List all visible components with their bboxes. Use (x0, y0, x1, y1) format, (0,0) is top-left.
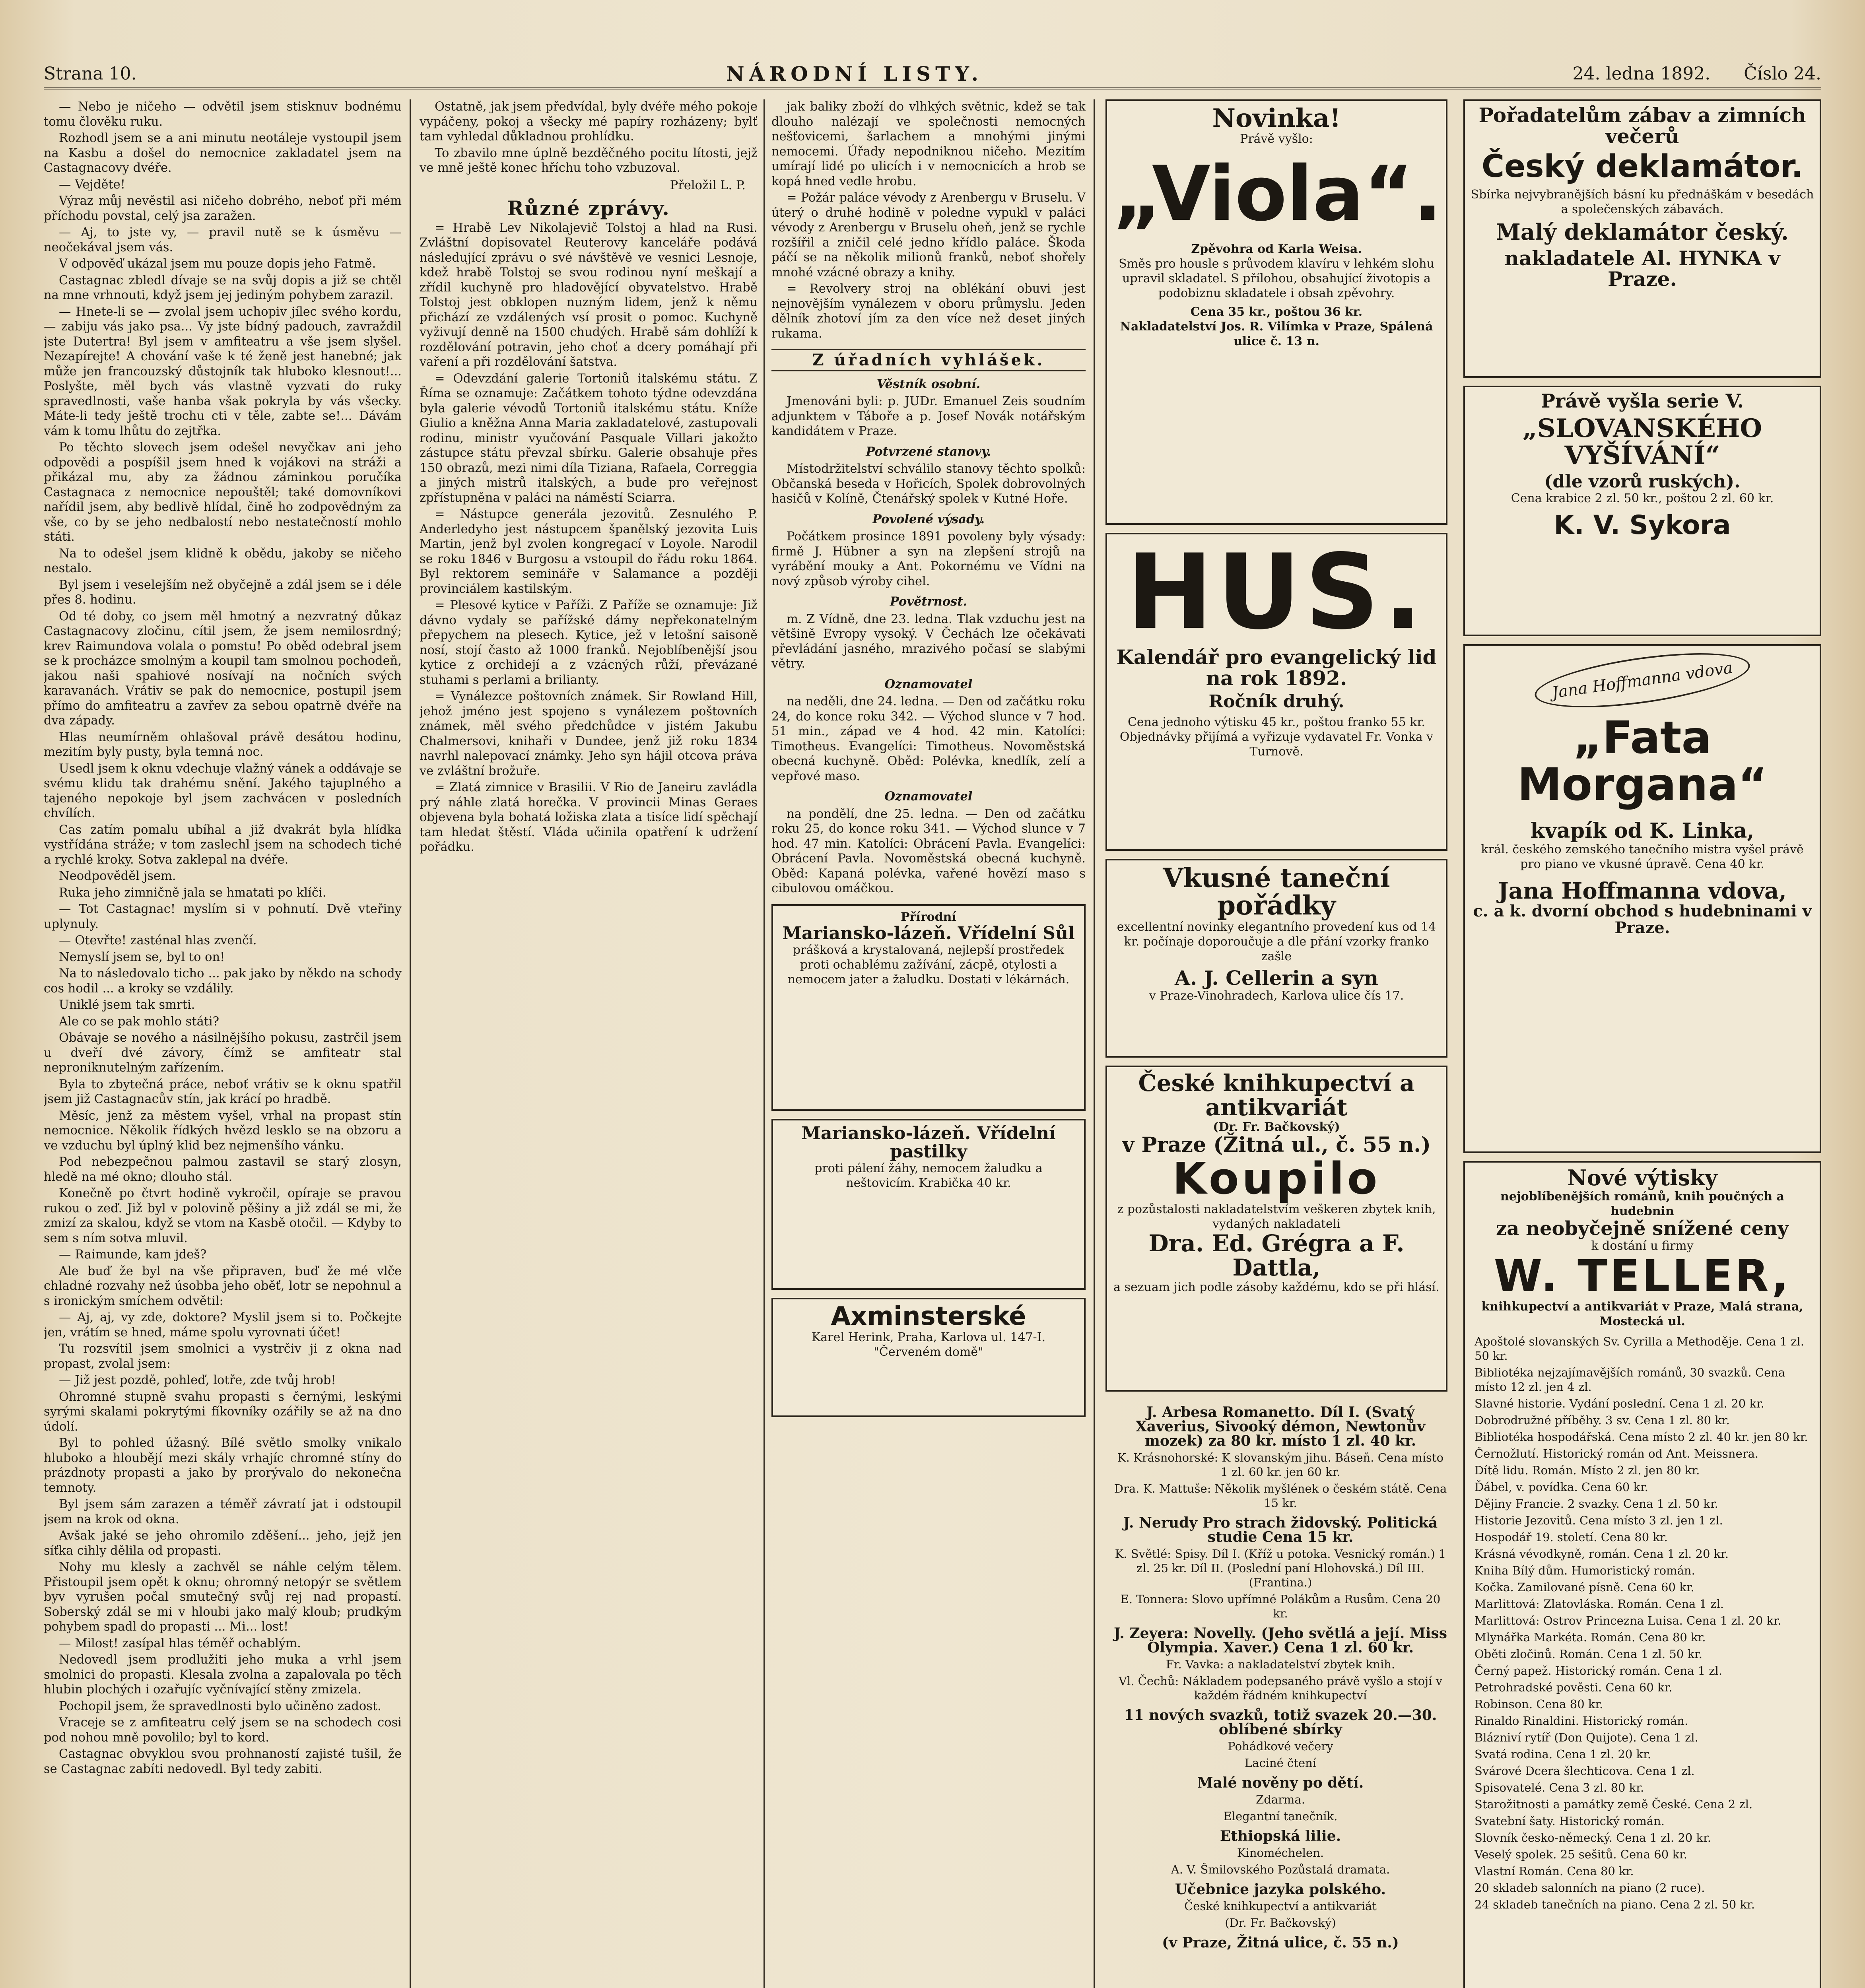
book-list-item: Marlittová: Zlatovláska. Román. Cena 1 zl. (1475, 1597, 1724, 1611)
issue-date: 24. ledna 1892. (1572, 63, 1711, 84)
story-paragraph: Usedl jsem k oknu vdechuje vlažný vánek a oddávaje se svému klidu tak drahému snění. Jakého tajuplného a tajeného nepokoje byl jsem zachvácen v posledních chvílích. (44, 761, 402, 820)
story-paragraph: Pod nebezpečnou palmou zastavil se starý zlosyn, hledě na mé okno; dlouho stál. (44, 1155, 402, 1184)
book-list-item: Svatá rodina. Cena 1 zl. 20 kr. (1475, 1747, 1651, 1761)
ad-text: prášková a krystalovaná, nejlepší prostředek proti ochablému zažívání, zácpě, otylosti a nemocem jater a žaludku. Dostati v lékárnách. (787, 943, 1070, 986)
story-paragraph: Obávaje se nového a násilnějšího pokusu, zastrčil jsem u dveří dvé závory, čímž se amfiteatr stal neproniknutelným zařízením. (44, 1031, 402, 1075)
ad-volume: Ročník druhý. (1208, 691, 1344, 712)
story-paragraph: — Raimunde, kam jdeš? (59, 1248, 207, 1262)
story-paragraph: Ostatně, jak jsem předvídal, byly dvéře mého pokoje vypáčeny, pokoj a všecky mé papíry rozházeny; bylť tam vyhledal důkladnou prohlídku. (420, 100, 758, 144)
book-list-item: Malé nověny po dětí. (1197, 1774, 1364, 1791)
story-paragraph: — Nebo je ničeho — odvětil jsem stisknuv bodnému tomu člověku ruku. (44, 100, 402, 129)
ad-title: Pořadatelům zábav a zimních večerů (1478, 103, 1806, 148)
notice-heading: Povolené výsady. (872, 512, 985, 526)
stamp-logo (1471, 658, 1814, 703)
book-list-item: Zdarma. (1256, 1793, 1305, 1806)
story-paragraph: — Hnete-li se — zvolal jsem uchopiv jílec svého kordu, — zabiju vás jako psa... Vy jste bídný padouch, zavraždil jste Dutertra! Byl jsem v amfiteatru a vše jsem slyšel. Nezapírejte! A chování vaše k té ženě jest hanebné; jak může jen francouzský důstojník tak hluboko klesnout!... Poslyšte, měl bych vás vlastně vyzvati do ruky spravedlnosti, vaše hanba však pokryla by vás všecky. Máte-li tedy ještě trochu cti v těle, zabte se!... Dávám vám k tomu lhůtu do zejtřka. (44, 305, 402, 438)
ad-publisher: nakladatele Al. HYNKA v Praze. (1504, 246, 1780, 291)
book-list-item: Vlastní Román. Cena 80 kr. (1475, 1864, 1634, 1878)
ad-title: Mariansko-lázeň. Vřídelní pastilky (801, 1123, 1056, 1162)
story-paragraph: Uniklé jsem tak smrti. (59, 998, 195, 1012)
book-list-item: Starožitnosti a památky země České. Cena 2 zl. (1475, 1797, 1753, 1811)
book-list-item: Laciné čtení (1244, 1756, 1317, 1770)
book-list-item: Učebnice jazyka polského. (1175, 1881, 1386, 1898)
book-list-item: Mlynářka Markéta. Román. Cena 80 kr. (1475, 1630, 1706, 1644)
story-paragraph: Nohy mu klesly a zachvěl se náhle celým tělem. Přistoupil jsem opět k oknu; ohromný netopýr se světlem byv vyrušen počal smutečný svůj rej nad propastí. Soberský zdál se mi v hloubi jako malý kloub; prudkým pohybem spadl do propasti ... Mi... lost! (44, 1560, 402, 1634)
ad-text: z pozůstalosti nakladatelstvím veškeren zbytek knih, vydaných nakladateli (1117, 1202, 1436, 1231)
stamp-text: Jana Hoffmanna vdova (1532, 644, 1753, 718)
ad-viola (1105, 99, 1447, 525)
ad-text: nejoblíbenějších románů, knih poučných a hudebnin (1500, 1189, 1785, 1218)
ad-marienbad-pastilles (771, 1119, 1086, 1290)
book-list-item: Kinoméchelen. (1237, 1846, 1324, 1860)
book-list-item: Fr. Vavka: a nakladatelství zbytek knih. (1166, 1658, 1395, 1671)
ad-year: na rok 1892. (1206, 666, 1347, 690)
ad-names: Dra. Ed. Grégra a F. Dattla, (1148, 1229, 1405, 1281)
book-list-item: Kočka. Zamilované písně. Cena 60 kr. (1475, 1580, 1694, 1594)
notice-heading: Potvrzené stanovy. (866, 444, 991, 459)
book-list-item: Vl. Čechů: Nákladem podepsaného právě vyšlo a stojí v každém řádném knihkupectví (1119, 1674, 1442, 1702)
news-item: = Revolvery stroj na oblékání obuvi jest nejnovějším vynálezem v oboru průmyslu. Jeden dělník zhotoví jím za den více než deset jiných rukama. (771, 282, 1086, 341)
story-paragraph: Byla to zbytečná práce, neboť vrátiv se k oknu spatřil jsem již Castagnacův stín, jak krácí po hradbě. (44, 1077, 402, 1106)
ad-note: a sezuam jich podle zásoby každému, kdo se při hlásí. (1113, 1280, 1440, 1294)
ad-label: Přírodní (901, 910, 956, 924)
story-paragraph: Ale buď že byl na vše připraven, buď že mé vlče chladné rozvahy než úsobba jeho oběť, lotr se nepohnul a s ironickým smíchem odvětil: (44, 1264, 402, 1308)
book-list-item: Slavné historie. Vydání poslední. Cena 1 zl. 20 kr. (1475, 1396, 1764, 1410)
ad-address: v Praze (Žitná ul., č. 55 n.) (1122, 1132, 1431, 1157)
news-item: = Plesové kytice v Paříži. Z Paříže se oznamuje: Již dávno vydaly se pařížské dámy nepřekonatelným přepychem na plesech. Kytice, jež v letošní saisoně nosí, stojí často až 1000 franků. Nejoblíbenější jsou kytice z orchidejí a z vzácných růží, převázané stuhami s perlami a brilianty. (420, 598, 758, 687)
story-paragraph: Od té doby, co jsem měl hmotný a nezvratný důkaz Castagnacovy zločinu, cítil jsem, že jsem nemilosrdný; krev Raimundova volala o pomstu! Po oběd odebral jsem se k procházce smolným a koupil tam smolnou pochodeň, jakou naši spahiové nosívají na nočních svých karavanách. Vrátiv se pak do nemocnice, postupil jsem přímo do amfiteatru a zavřev za sebou opatrně dvéře na dva západy. (44, 609, 402, 728)
ad-title: „SLOVANSKÉHO VYŠÍVÁNÍ“ (1522, 414, 1762, 470)
ad-headline: Koupilo (1172, 1153, 1381, 1204)
book-list-item: A. V. Šmilovského Pozůstalá dramata. (1171, 1863, 1390, 1876)
book-list-item: K. Krásnohorské: K slovanským jihu. Báseň. Cena místo 1 zl. 60 kr. jen 60 kr. (1117, 1451, 1444, 1479)
story-paragraph: Ohromné stupně svahu propasti s černými, leskými syrými skalami pokrytými fíkovníky ozářily se až na dno údolí. (44, 1390, 402, 1434)
ad-text: Směs pro housle s průvodem klavíru v lehkém slohu upravil skladatel. S přílohou, obsahující životopis a podobiznu skladatele i obsah zpěvohry. (1119, 256, 1434, 300)
ad-text: Sbírka nejvybranějších básní ku přednáškám v besedách a společenských zábavách. (1471, 187, 1814, 216)
ad-title: „Viola“. (1113, 150, 1442, 238)
ad-title: „Fata Morgana“ (1517, 712, 1768, 811)
story-paragraph: — Již jest pozdě, pohleď, lotře, zde tvůj hrob! (59, 1373, 336, 1387)
book-list-item: (Dr. Fr. Bačkovský) (1225, 1916, 1336, 1930)
book-list-item: České knihkupectví a antikvariát (1184, 1899, 1377, 1913)
ad-subtitle-2: Malý deklamátor český. (1496, 219, 1789, 245)
ad-subkicker: Právě vyšlo: (1240, 132, 1313, 146)
story-paragraph: Pochopil jsem, že spravedlnosti bylo učiněno zadost. (59, 1699, 381, 1713)
story-paragraph: Neodpověděl jsem. (59, 869, 176, 883)
ad-kicker: Novinka! (1212, 103, 1341, 133)
news-item: = Požár paláce vévody z Arenbergu v Bruselu. V úterý o druhé hodině v poledne vypukl v paláci vévody z Arenbergu v Bruselu oheň, jenž se rychle rozšířil a zničil celé jedno křídlo paláce. Škoda páčí se na několik milionů franků, neboť shořely mnohé vzácné obrazy a knihy. (771, 191, 1086, 280)
ad-title: České knihkupectví a antikvariát (1138, 1070, 1415, 1121)
news-heading: Různé zprávy. (507, 196, 670, 220)
story-paragraph: Nedovedl jsem prodlužiti jeho muka a vrhl jsem smolnici do propasti. Klesala zvolna a zapalovala po těch hlubin plochých i ozařujíc vyčnívající stěny zmizela. (44, 1653, 402, 1697)
story-paragraph: Byl to pohled úžasný. Bílé světlo smolky vnikalo hluboko a hloubějí mezi skály vrhajíc chromné stíny do prázdnoty propasti a jako by prorývalo do nekonečna temnoty. (44, 1436, 402, 1495)
story-paragraph: Na to následovalo ticho ... pak jako by někdo na schody cos hodil ... a kroky se vzdálily. (44, 967, 402, 996)
story-paragraph: Konečně po čtvrt hodině vykročil, opíraje se pravou rukou o zeď. Již byl v polovině pěšiny a již zdál se mi, že zmizí za skalou, když se vtom na Kasbě otočil. — Kdyby to sem s ním sotva mluvil. (44, 1186, 402, 1245)
notice-heading: Věstník osobní. (876, 377, 981, 391)
ad-teller-books (1463, 1161, 1821, 1988)
book-list-item: Oběti zločinů. Román. Cena 1 zl. 50 kr. (1475, 1647, 1702, 1661)
ad-publisher: Nakladatelství Jos. R. Vilímka v Praze, Spálená ulice č. 13 n. (1120, 319, 1433, 348)
book-list-item: 20 skladeb salonních na piano (2 ruce). (1475, 1881, 1705, 1895)
story-column-3 (771, 99, 1086, 1988)
ad-price: za neobyčejně snížené ceny (1496, 1217, 1789, 1240)
ad-kicker: Právě vyšla serie V. (1541, 390, 1744, 412)
news-item: = Odevzdání galerie Tortoniů italskému státu. Z Říma se oznamuje: Začátkem tohoto týdne odevzdána byla galerie vévodů Tortoniů italskému státu. Kníže Giulio a kněžna Anna Maria zakladatelové, zastupovali rodinu, ministr vyučování Pasquale Villari jakožto zástupce státu převzal sbírku. Galerie obsahuje přes 150 obrazů, mezi nimi díla Tiziana, Rafaela, Correggia a jiných mistrů italských, a bude pro veřejnost zpřístupněna v paláci na náměstí Sciarra. (420, 371, 758, 505)
ad-title: Vkusné taneční pořádky (1163, 862, 1390, 921)
notice-text: m. Z Vídně, dne 23. ledna. Tlak vzduchu jest na většině Evropy vysoký. V Čechách lze očekávati převládání jasného, mrazivého počasí se slabými větry. (771, 612, 1086, 671)
story-paragraph: Měsíc, jenž za městem vyšel, vrhal na propast stín nemocnice. Několik řídkých hvězd lesklo se na obzoru a ve vzduchu byl úplný klid bez nejmenšího vánku. (44, 1109, 402, 1153)
book-list-item: Ďábel, v. povídka. Cena 60 kr. (1475, 1480, 1649, 1494)
book-list-item: Blázniví rytíř (Don Quijote). Cena 1 zl. (1475, 1730, 1698, 1744)
book-list-item: Černožlutí. Historický román od Ant. Meissnera. (1475, 1446, 1759, 1460)
book-list-item: Apoštolé slovanských Sv. Cyrilla a Methoděje. Cena 1 zl. 50 kr. (1475, 1334, 1805, 1363)
story-paragraph: Avšak jaké se jeho ohromilo zděšení... jeho, jejž jen síťka cihly dělila od propasti. (44, 1529, 402, 1558)
notice-heading: Povětrnost. (890, 594, 967, 609)
story-paragraph: Castagnac zbledl dívaje se na svůj dopis a již se chtěl na mne vrhnouti, když jsem jej jediným pohybem zarazil. (44, 273, 402, 302)
story-paragraph: Castagnac obvyklou svou prohnaností zajisté tušil, že se Castagnac zabíti nedovedl. Byl tedy zabiti. (44, 1747, 402, 1776)
ad-text: excellentní novinky elegantního provedení kus od 14 kr. počínaje doporoučuje a dle přání vzorky franko zašle (1117, 920, 1436, 963)
page-header (44, 60, 1821, 89)
news-item: = Zlatá zimnice v Brasilii. V Rio de Janeiru zavládla prý náhle zlatá horečka. V provincii Minas Geraes objevena byla bohatá ložiska zlata a tisíce lidí spěchají tam hledat štěstí. Vláda učinila opatření k udržení pořádku. (420, 780, 758, 854)
notice-text: na neděli, dne 24. ledna. — Den od začátku roku 24, do konce roku 342. — Východ slunce v 7 hod. 51 min., západ ve 4 hod. 42 min. Katolíci: Timotheus. Evangelíci: Timotheus. Novoměstská obecná kuchyně. Oběd: Polévka, knedlík, zelí a vepřové maso. (771, 695, 1086, 783)
column-rule (410, 99, 411, 1988)
ad-contact: Objednávky přijímá a vyřizuje vydavatel Fr. Vonka v Turnově. (1119, 730, 1434, 759)
book-list-item: Veselý spolek. 25 sešitů. Cena 60 kr. (1475, 1847, 1687, 1861)
book-list-item: Hospodář 19. století. Cena 80 kr. (1475, 1530, 1668, 1544)
book-list-center (1109, 1400, 1451, 1988)
story-paragraph: Hlas neumírněm ohlašoval právě desátou hodinu, mezitím byly pusty, byla temná noc. (44, 730, 402, 759)
news-item: = Vynálezce poštovních známek. Sir Rowland Hill, jehož jméno jest spojeno s vynálezem poštovních známek, měl svého předchůdce v jistém Jakubu Chalmersovi, knihaři v Dundee, jenž již roku 1834 navrhl nalepovací známky. Jeho syn hájil otcova práva ve zvláštní brožuře. (420, 689, 758, 778)
news-item: = Hrabě Lev Nikolajevič Tolstoj a hlad na Rusi. Zvláštní dopisovatel Reuterovy kanceláře podává následující zprávu o své návštěvě ve vesnici Lesnoje, kdež hrabě Tolstoj se svou rodinou nyní meškají a zřídil kuchyně pro hladovějící obyvatelstvo. Hrabě Tolstoj jest obklopen nuzným lidem, jenž k němu přichází ze vzdálených vsí prosit o pomoc. Kuchyně vyživují denně na 1500 chudých. Hrabě sám dohlíží k rozdělování potravin, jeho choť a dcery pomáhají při vaření a při rozdělování šatstva. (420, 221, 758, 369)
ad-axminster (771, 1298, 1086, 1417)
issue-info (1572, 64, 1821, 84)
story-paragraph: — Otevřte! zasténal hlas zvenčí. (59, 934, 257, 947)
ad-hus-calendar (1105, 533, 1447, 851)
ad-name: Jana Hoffmanna vdova, (1498, 878, 1787, 904)
notice-heading: Oznamovatel (884, 677, 973, 691)
story-paragraph: Vraceje se z amfiteatru celý jsem se na schodech cosi pod nohou mně povolilo; byl to kord. (44, 1716, 402, 1745)
ad-subtitle: kvapík od K. Linka, (1530, 819, 1754, 843)
story-paragraph: To zbavilo mne úplně bezděčného pocitu lítosti, jejž ve mně ještě konec hříchu toho vzbuzoval. (420, 146, 758, 175)
book-list-item: Petrohradské pověsti. Cena 60 kr. (1475, 1680, 1673, 1694)
book-list-item: Svárové Dcera šlechticova. Cena 1 zl. (1475, 1764, 1695, 1778)
ad-subtitle: Kalendář pro evangelický lid (1116, 645, 1437, 669)
notice-text: na pondělí, dne 25. ledna. — Den od začátku roku 25, do konce roku 341. — Východ slunce v 7 hod. 47 min. Katolíci: Obrácení Pavla. Evangelíci: Obrácení Pavla. Novoměstská obecná kuchyně. Oběd: Kapaná polévka, vařené hovězí maso s cibulovou omáčkou. (771, 807, 1086, 895)
ad-price: Cena krabice 2 zl. 50 kr., poštou 2 zl. 60 kr. (1511, 491, 1774, 505)
book-list-item: Svatební šaty. Historický román. (1475, 1814, 1665, 1828)
news-item: jak baliky zboží do vlhkých světnic, kdež se tak dlouho nalézají ve společnosti nemocných nešťovicemi, šarlachem a mnohými jinými nemocemi. Úřady nepodniknou ničeho. Mezitím umírají lidé po ulicích i v nemocnicích a hrob se kopá hned vedle hrobu. (771, 100, 1086, 188)
notice-text: Místodržitelství schválilo stanovy těchto spolků: Občanská beseda v Hořicích, Spolek dobrovolných hasičů v Kolíně, Čtenářský spolek v Kutné Hoře. (771, 462, 1086, 506)
story-column-1 (44, 99, 402, 1988)
ad-price: Cena jednoho výtisku 45 kr., poštou franko 55 kr. (1127, 715, 1426, 730)
ad-subtitle: (dle vzorů ruských). (1544, 471, 1741, 492)
notice-heading: Oznamovatel (884, 789, 973, 804)
book-list-item: Ethiopská lilie. (1220, 1828, 1341, 1844)
book-list-item: Rinaldo Rinaldini. Historický román. (1475, 1714, 1688, 1728)
story-paragraph: Rozhodl jsem se a ani minutu neotáleje vystoupil jsem na Kasbu a došel do nemocnice zakladatel jsem na Castagnacovy dvéře. (44, 131, 402, 175)
official-notices-heading: Z úřadních vyhlášek. (771, 349, 1086, 371)
story-paragraph: Ruka jeho zimničně jala se hmatati po klíči. (59, 885, 326, 900)
story-paragraph: — Aj, to jste vy, — pravil nutě se k úsměvu — neočekával jsem vás. (44, 225, 402, 254)
book-list-item: K. Světlé: Spisy. Díl I. (Kříž u potoka. Vesnický román.) 1 zl. 25 kr. Díl II. (Poslední paní Hlohovská.) Díl III. (Frantina.) (1115, 1547, 1446, 1589)
book-list (1471, 1334, 1814, 1912)
ad-owner: (Dr. Fr. Bačkovský) (1213, 1120, 1340, 1134)
column-rule (763, 99, 765, 1988)
masthead: NÁRODNÍ LISTY. (726, 62, 983, 85)
book-list-item: 24 skladeb tanečních na piano. Cena 2 zl. 50 kr. (1475, 1897, 1755, 1911)
book-list-item: Marlittová: Ostrov Princezna Luisa. Cena 1 zl. 20 kr. (1475, 1613, 1781, 1627)
book-list-item: Slovník česko-německý. Cena 1 zl. 20 kr. (1475, 1831, 1711, 1844)
book-list-item: Krásná vévodkyně, román. Cena 1 zl. 20 kr. (1475, 1547, 1729, 1561)
book-list-item: E. Tonnera: Slovo upřímné Polákům a Rusům. Cena 20 kr. (1120, 1592, 1441, 1620)
story-column-2 (420, 99, 758, 1988)
column-rule (1094, 99, 1095, 1988)
ad-address: v Praze-Vinohradech, Karlova ulice čís 17. (1149, 989, 1404, 1003)
book-list-item: Historie Jezovitů. Cena místo 3 zl. jen 1 zl. (1475, 1513, 1723, 1527)
book-list-item: Černý papež. Historický román. Cena 1 zl. (1475, 1664, 1723, 1677)
book-list-item: Dra. K. Mattuše: Několik myšlének o českém státě. Cena 15 kr. (1114, 1482, 1447, 1510)
story-paragraph: — Milost! zasípal hlas téměř ochablým. (59, 1636, 301, 1650)
ad-text: proti pálení žáhy, nemocem žaludku a neštovicím. Krabička 40 kr. (814, 1161, 1043, 1190)
ad-dance-programs (1105, 859, 1447, 1058)
ad-marienbad-salt (771, 904, 1086, 1111)
book-list-item: Spisovatelé. Cena 3 zl. 80 kr. (1475, 1780, 1644, 1794)
story-paragraph: — Tot Castagnac! myslím si v pohnutí. Dvě vteřiny uplynuly. (44, 902, 402, 931)
story-paragraph: Po těchto slovech jsem odešel nevyčkav ani jeho odpovědi a pospíšil jsem hned k vojákovi na stráži a přikázal mu, aby za žádnou záminkou poručíka Castagnaca z nemocnice nepouštěl; také domovníkovi nařídil jsem, aby bedlivě hlídal, čině ho zodpovědným za vše, co by se jeho nedbalostí nebo nestatečností mohlo státi. (44, 441, 402, 544)
story-paragraph: Tu rozsvítil jsem smolnici a vystrčiv ji z okna nad propast, zvolal jsem: (44, 1342, 402, 1371)
ad-address: knihkupectví a antikvariát v Praze, Malá strana, Mostecká ul. (1481, 1299, 1803, 1328)
ad-text: Karel Herink, Praha, Karlova ul. 147-I. "Červeném domě" (811, 1330, 1046, 1359)
story-paragraph: Cas zatím pomalu ubíhal a již dvakrát byla hlídka vystřídána stráže; v tom zaslechl jsem na schodech tiché a rychlé kroky. Sotva zaklepal na dvéře. (44, 823, 402, 867)
ad-subtitle: Zpěvohra od Karla Weisa. (1191, 242, 1362, 256)
story-paragraph: — Vejděte! (59, 177, 126, 192)
ad-kicker: Nové výtisky (1567, 1165, 1717, 1190)
book-list-item: Bibliotéka hospodářská. Cena místo 2 zl. 40 kr. jen 80 kr. (1475, 1430, 1808, 1444)
ad-firm: W. TELLER, (1494, 1250, 1791, 1302)
book-list-item: Dějiny Francie. 2 svazky. Cena 1 zl. 50 kr. (1475, 1497, 1718, 1510)
news-item: = Nástupce generála jezovitů. Zesnulého P. Anderledyho jest nástupcem španělský jezovita Luis Martin, jenž byl zvolen kongregací v Loyole. Narodil se roku 1846 v Burgosu a vstoupil do řádu roku 1864. Byl rektorem semináře v Salamance a později provinciálem kastilským. (420, 507, 758, 596)
book-list-item: J. Nerudy Pro strach židovský. Politická studie Cena 15 kr. (1123, 1514, 1438, 1545)
ad-subtitle: Český deklamátor. (1481, 149, 1803, 184)
page-number: Strana 10. (44, 63, 137, 84)
issue-number: Číslo 24. (1744, 63, 1821, 84)
book-list-item: (v Praze, Žitná ulice, č. 55 n.) (1162, 1934, 1399, 1951)
story-paragraph: — Aj, aj, vy zde, doktore? Myslil jsem si to. Počkejte jen, vrátím se hned, máme spolu vyrovnati účet! (44, 1310, 402, 1340)
book-list-item: Bibliotéka nejzajímavějších románů, 30 svazků. Cena místo 12 zl. jen 4 zl. (1475, 1365, 1785, 1394)
ad-czech-bookshop (1105, 1066, 1447, 1392)
book-list-item: J. Zeyera: Novelly. (Jeho světlá a její. Miss Olympia. Xaver.) Cena 1 zl. 60 kr. (1114, 1625, 1447, 1656)
ad-reciter (1463, 99, 1821, 378)
story-paragraph: Byl jsem i veselejším než obyčejně a zdál jsem se i déle přes 8. hodinu. (44, 578, 402, 607)
story-paragraph: Na to odešel jsem klidně k obědu, jakoby se ničeho nestalo. (44, 546, 402, 575)
story-paragraph: Ale co se pak mohlo státi? (59, 1014, 220, 1029)
ad-firm: K. V. Sykora (1554, 509, 1731, 540)
ad-text: král. českého zemského tanečního mistra vyšel právě pro piano ve vkusné úpravě. Cena 40 kr. (1481, 842, 1804, 871)
book-list-item: Kniha Bílý dům. Humoristický román. (1475, 1563, 1695, 1577)
ad-embroidery (1463, 386, 1821, 636)
book-list-item: Pohádkové večery (1228, 1740, 1333, 1753)
story-paragraph: Nemyslí jsem se, byl to on! (59, 950, 225, 964)
book-list-item: Dítě lidu. Román. Místo 2 zl. jen 80 kr. (1475, 1463, 1700, 1477)
story-paragraph: V odpověď ukázal jsem mu pouze dopis jeho Fatmě. (59, 257, 376, 271)
ad-price: Cena 35 kr., poštou 36 kr. (1190, 305, 1363, 319)
story-paragraph: Byl jsem sám zarazen a téměř závratí jat i odstoupil jsem na krok od okna. (44, 1497, 402, 1526)
ad-shop: c. a k. dvorní obchod s hudebninami v Praze. (1473, 901, 1812, 937)
book-list-item: 11 nových svazků, totiž svazek 20.—30. oblíbené sbírky (1124, 1707, 1437, 1738)
book-list-item: Robinson. Cena 80 kr. (1475, 1697, 1603, 1711)
ad-hoffmann-music (1463, 644, 1821, 1153)
book-list-item: J. Arbesa Romanetto. Díl I. (Svatý Xaverius, Sivooký démon, Newtonův mozek) za 80 kr. místo 1 zl. 40 kr. (1135, 1404, 1426, 1449)
ad-contact: k dostání u firmy (1591, 1239, 1694, 1253)
notice-text: Počátkem prosince 1891 povoleny byly výsady: firmě J. Hübner a syn na zlepšení strojů na vyrábění mouky a Ant. Pokornému ve Vídni na nový způsob výroby cihel. (771, 530, 1086, 588)
ad-title: Mariansko-lázeň. Vřídelní Sůl (782, 923, 1075, 944)
book-list-item: Dobrodružné příběhy. 3 sv. Cena 1 zl. 80 kr. (1475, 1413, 1730, 1427)
story-paragraph: Výraz můj nevěstil asi ničeho dobrého, neboť při mém příchodu povstal, celý jsa zaražen. (44, 194, 402, 223)
notice-text: Jmenováni byli: p. JUDr. Emanuel Zeis soudním adjunktem v Táboře a p. Josef Novák notářským kandidátem v Praze. (771, 394, 1086, 438)
translator-credit: Přeložil L. P. (670, 178, 746, 192)
book-list-item: Elegantní tanečník. (1223, 1809, 1338, 1823)
ad-title: HUS. (1126, 533, 1427, 652)
ad-title: Axminsterské (831, 1301, 1026, 1331)
ad-firm: A. J. Cellerin a syn (1174, 966, 1379, 990)
